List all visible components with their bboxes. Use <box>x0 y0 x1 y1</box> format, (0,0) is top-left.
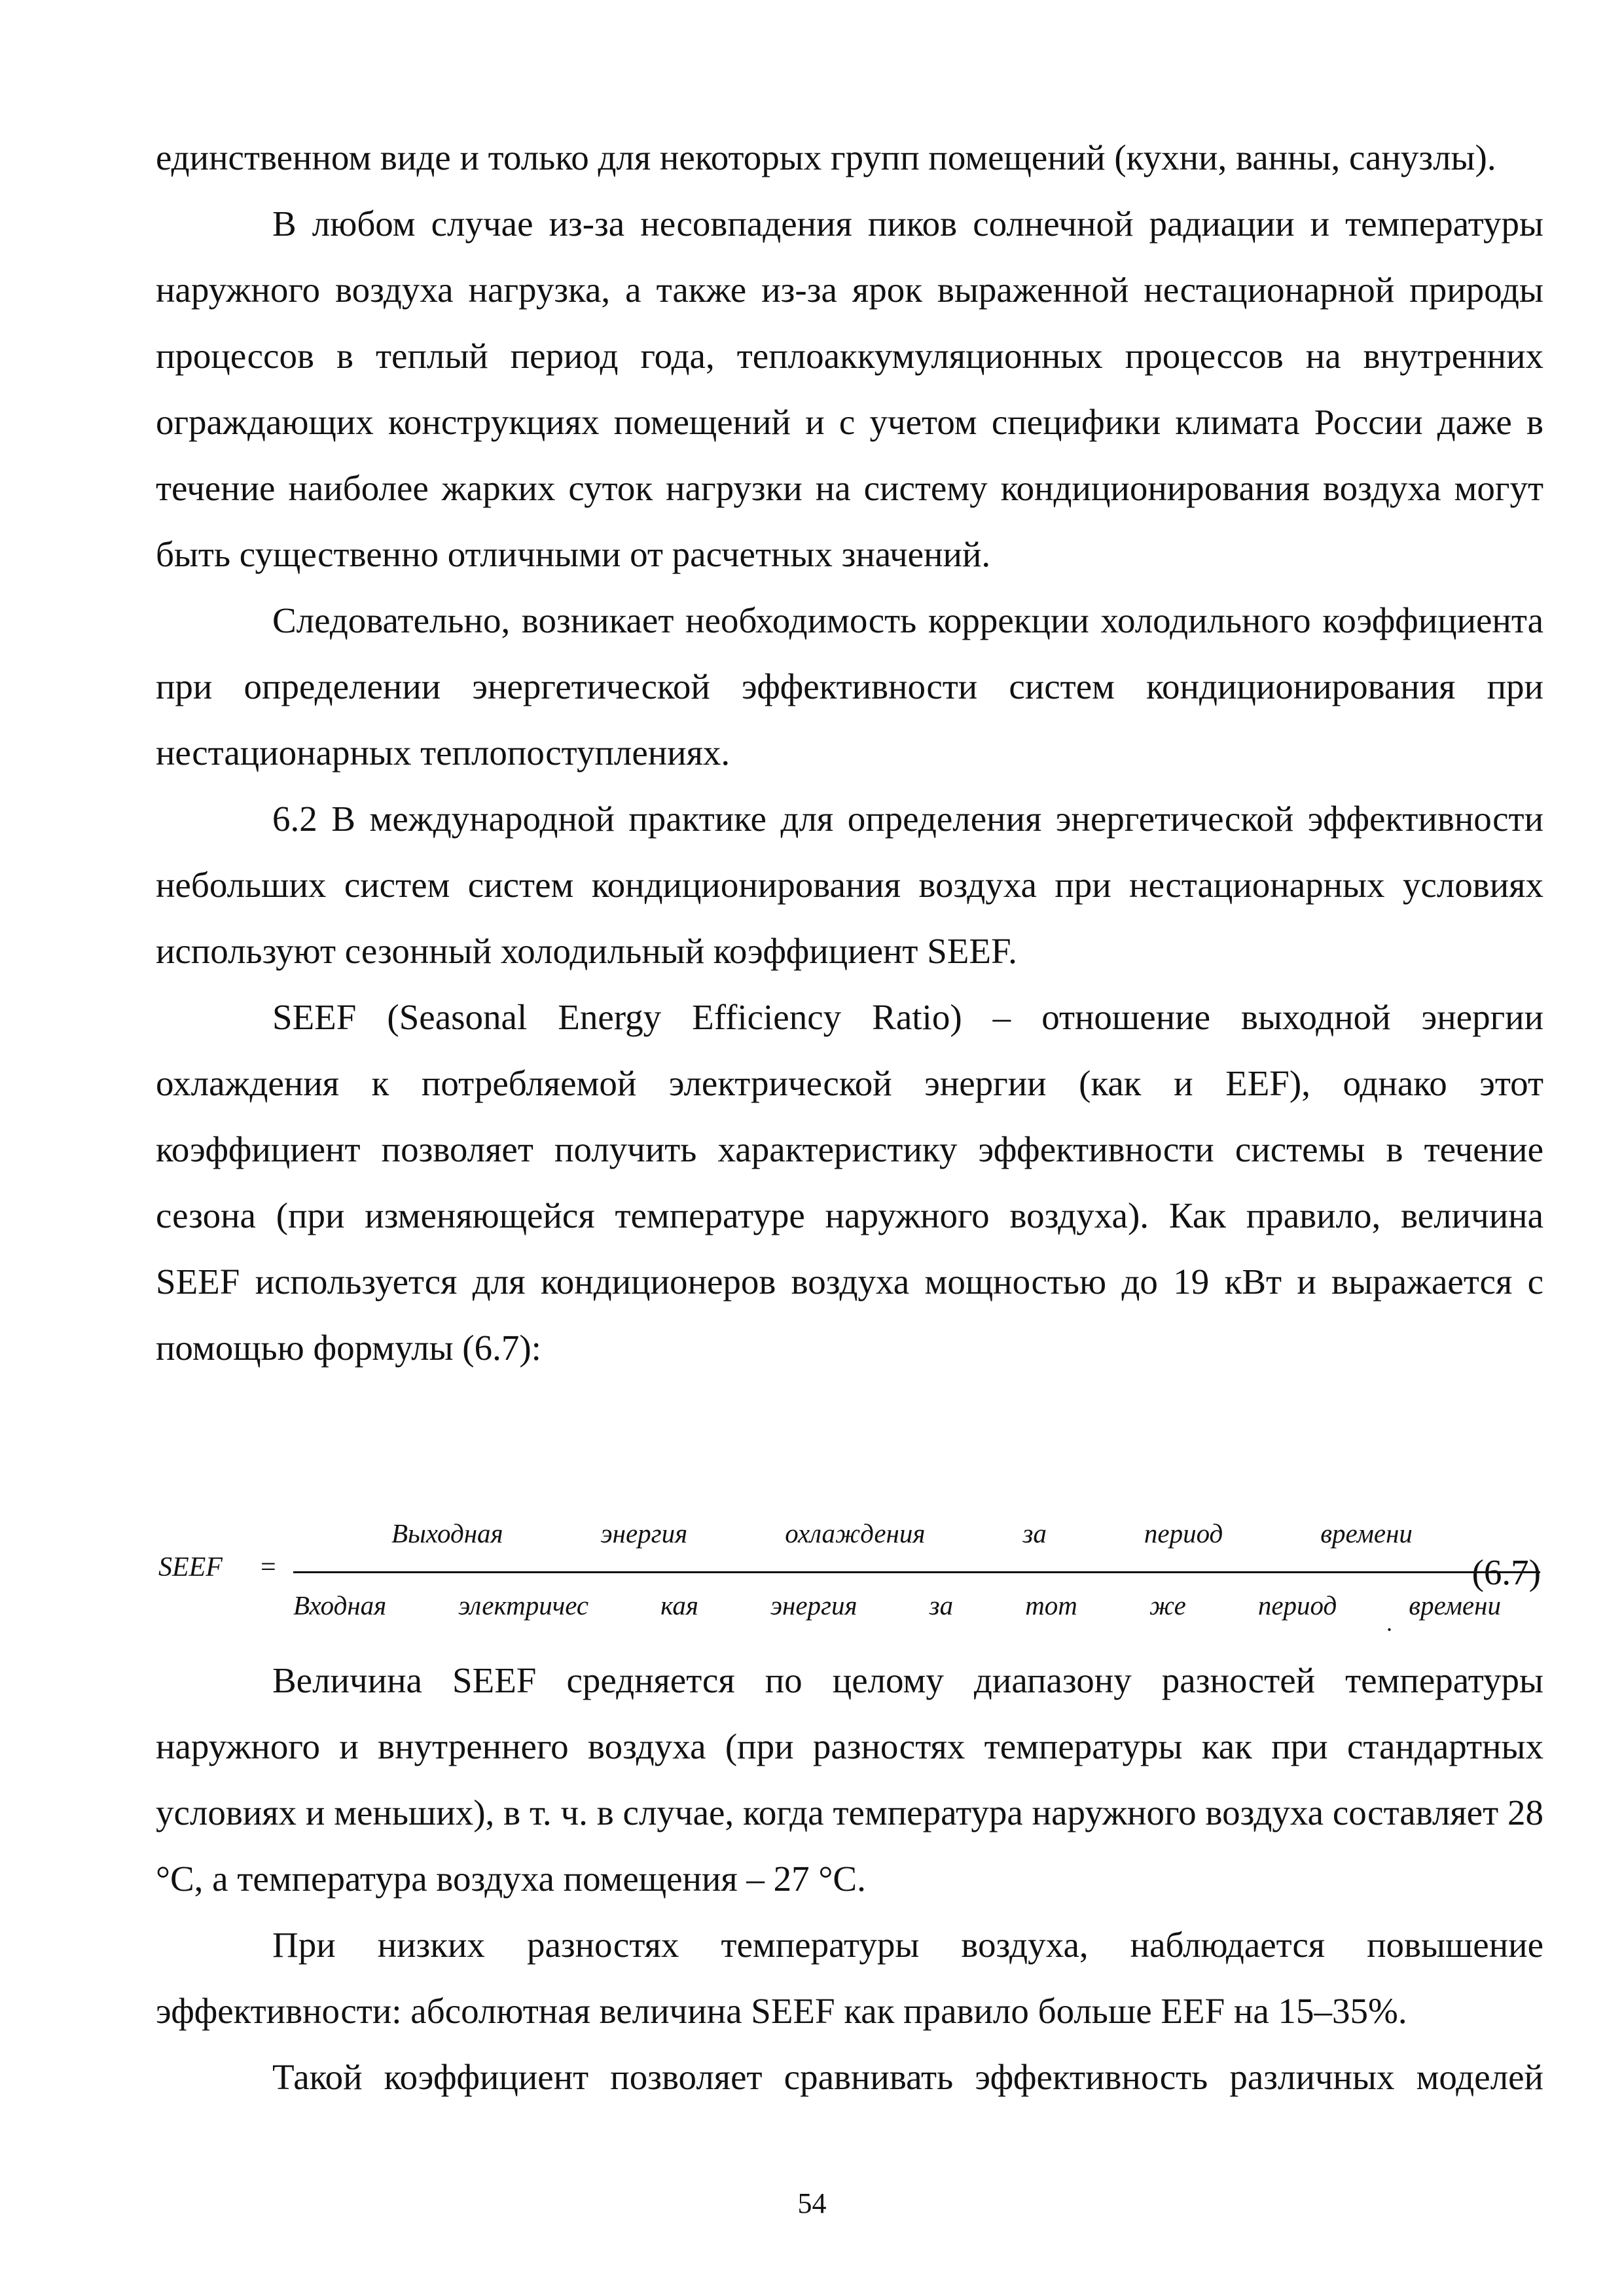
formula-term: охлаждения <box>785 1518 926 1548</box>
fraction-line <box>293 1571 1540 1573</box>
formula-lhs: SEEF <box>158 1552 223 1582</box>
formula-term: времени <box>1320 1518 1413 1548</box>
paragraph-continuation: единственном виде и только для некоторых групп помещений (кухни, ванны, санузлы). <box>156 137 1496 177</box>
formula-term: кая <box>660 1590 698 1620</box>
formula-6-7 <box>156 1518 1543 1642</box>
formula-term: период <box>1257 1590 1337 1620</box>
formula-term: Входная <box>293 1590 387 1620</box>
formula-term: за <box>1022 1518 1047 1548</box>
formula-term: период <box>1144 1518 1223 1548</box>
formula-term: электричес <box>458 1590 589 1620</box>
formula-term: за <box>929 1590 954 1620</box>
paragraph: При низких разностях температуры воздуха, наблюдается повышение эффективности: абсолютная величина SEEF как правило больше EEF на 15–35%. <box>156 1925 1543 2031</box>
formula-term: же <box>1149 1590 1186 1620</box>
body-text-bottom <box>156 1647 1543 2110</box>
formula-term: Выходная <box>391 1518 503 1548</box>
formula-trailing-dot: . <box>1386 1610 1392 1636</box>
formula-denominator <box>293 1590 1501 1621</box>
paragraph: В любом случае из-за несовпадения пиков солнечной радиации и температуры наружного воздуха нагрузка, а также из-за ярок выраженной нестационарной природы процессов в теплый период года, теплоаккумуляционных процессов на внутренних ограждающих конструкциях помещений и с учетом специфики климата России даже в течение наиболее жарких суток нагрузки на систему кондиционирования воздуха могут быть существенно отличными от расчетных значений. <box>156 204 1543 574</box>
formula-equals-sign: = <box>261 1552 276 1582</box>
formula-term: времени <box>1409 1590 1501 1620</box>
formula-term: энергия <box>770 1590 857 1620</box>
formula-term: тот <box>1025 1590 1077 1620</box>
paragraph: 6.2 В международной практике для определения энергетической эффективности небольших систем систем кондиционирования воздуха при нестационарных условиях используют сезонный холодильный коэффициент SEEF. <box>156 799 1543 971</box>
paragraph: SEEF (Seasonal Energy Efficiency Ratio) – отношение выходной энергии охлаждения к потребляемой электрической энергии (как и EEF), однако этот коэффициент позволяет получить характеристику эффективности системы в течение сезона (при изменяющейся температуре наружного воздуха). Как правило, величина SEEF используется для кондиционеров воздуха мощностью до 19 кВт и выражается с помощью формулы (6.7): <box>156 997 1543 1368</box>
formula-numerator <box>391 1518 1413 1549</box>
equation-number: (6.7) <box>1471 1552 1541 1592</box>
paragraph: Величина SEEF средняется по целому диапазону разностей температуры наружного и внутреннего воздуха (при разностях температуры как при стандартных условиях и меньших), в т. ч. в случае, когда температура наружного воздуха составляет 28 °С, а температура воздуха помещения – 27 °С. <box>156 1660 1543 1899</box>
body-text-top <box>156 124 1543 1381</box>
paragraph: Следовательно, возникает необходимость коррекции холодильного коэффициента при определении энергетической эффективности систем кондиционирования при нестационарных теплопоступлениях. <box>156 600 1543 773</box>
formula-term: энергия <box>600 1518 688 1548</box>
page-number: 54 <box>797 2187 827 2219</box>
paragraph-continues: Такой коэффициент позволяет сравнивать эффективность различных моделей <box>272 2057 1543 2097</box>
